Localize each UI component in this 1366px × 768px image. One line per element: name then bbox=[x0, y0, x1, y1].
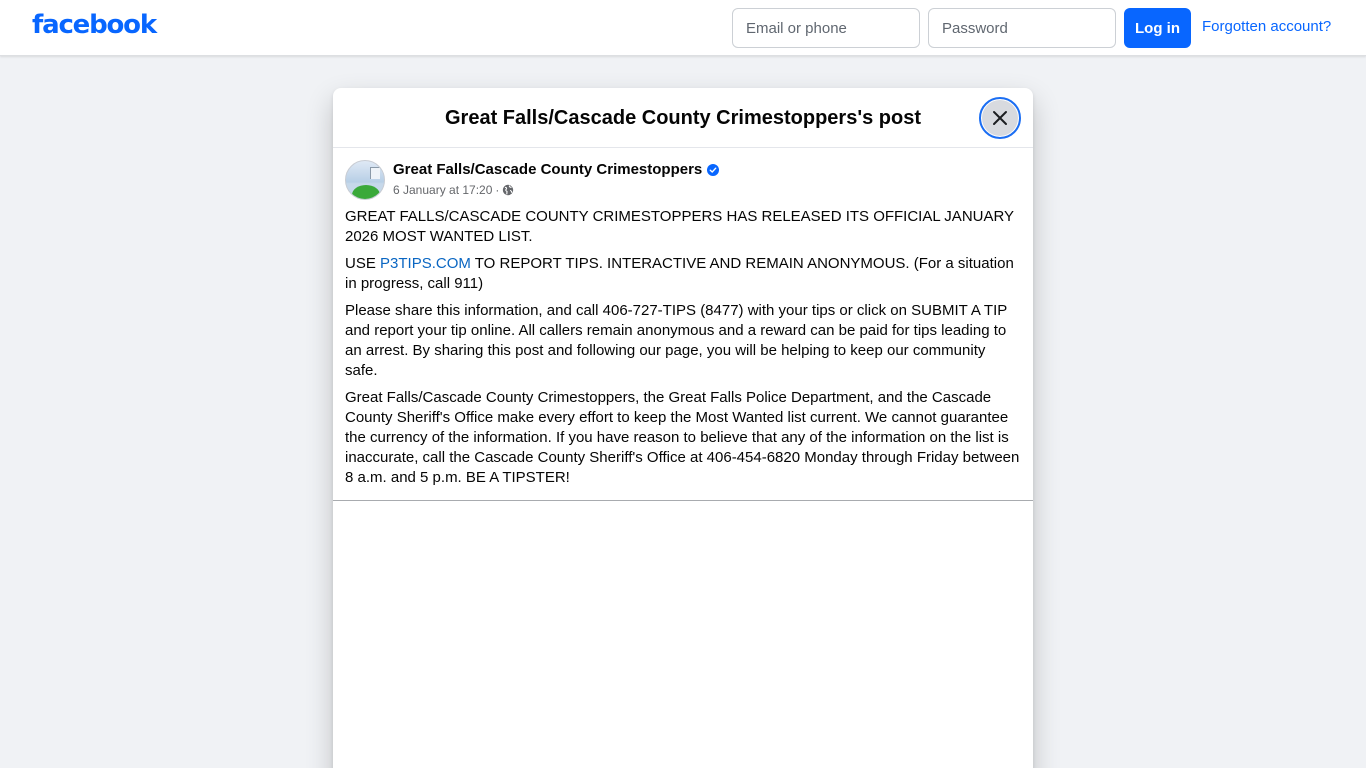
author-row bbox=[393, 161, 719, 178]
facebook-logo[interactable]: facebook bbox=[32, 10, 156, 40]
p3tips-link[interactable]: P3TIPS.COM bbox=[380, 255, 471, 272]
email-or-phone-input[interactable] bbox=[732, 8, 920, 48]
paragraph-text: TO REPORT TIPS. INTERACTIVE AND REMAIN ANONYMOUS. (For a situation in progress, call 911) bbox=[345, 255, 1014, 292]
forgotten-account-link[interactable]: Forgotten account? bbox=[1202, 18, 1332, 35]
post-header bbox=[333, 148, 1033, 204]
password-input[interactable] bbox=[928, 8, 1116, 48]
post-paragraph bbox=[345, 254, 1021, 294]
avatar-grass-shape bbox=[352, 185, 380, 200]
meta-separator: · bbox=[495, 183, 500, 197]
post-paragraph: GREAT FALLS/CASCADE COUNTY CRIMESTOPPERS HAS RELEASED ITS OFFICIAL JANUARY 2026 MOST WANTED LIST. bbox=[345, 208, 1014, 245]
paragraph-text: USE bbox=[345, 255, 381, 272]
author-name-link[interactable]: Great Falls/Cascade County Crimestoppers bbox=[393, 161, 703, 178]
post-paragraph: Great Falls/Cascade County Crimestoppers, the Great Falls Police Department, and the Cascade County Sheriff's Office make every effort to keep the Most Wanted list current. We cannot guarantee the currency of the information. If you have reason to believe that any of the information on the list is inaccurate, call the Cascade County Sheriff's Office at 406-454-6820 Monday through Friday between 8 a.m. and 5 p.m. BE A TIPSTER! bbox=[345, 389, 1020, 486]
post-message bbox=[333, 204, 1033, 488]
dialog-title: Great Falls/Cascade County Crimestoppers's post bbox=[444, 106, 921, 129]
verified-badge-icon bbox=[707, 164, 719, 176]
post-media-area[interactable] bbox=[333, 501, 1033, 768]
post-timestamp-link[interactable]: 6 January at 17:20 bbox=[393, 183, 493, 197]
avatar-image-placeholder-icon bbox=[370, 167, 380, 179]
globe-icon bbox=[502, 184, 514, 196]
top-navigation-bar bbox=[0, 0, 1366, 56]
post-meta bbox=[393, 183, 514, 197]
log-in-button[interactable]: Log in bbox=[1124, 8, 1191, 48]
close-dialog-button[interactable] bbox=[979, 97, 1021, 139]
dialog-header bbox=[333, 88, 1033, 148]
page-avatar[interactable] bbox=[345, 160, 385, 200]
post-paragraph: Please share this information, and call 406-727-TIPS (8477) with your tips or click on SUBMIT A TIP and report your tip online. All callers remain anonymous and a reward can be paid for tips leading to an arrest. By sharing this post and following our page, you will be helping to keep our community safe. bbox=[345, 302, 1007, 379]
close-icon bbox=[992, 110, 1008, 126]
post-dialog bbox=[333, 88, 1033, 768]
